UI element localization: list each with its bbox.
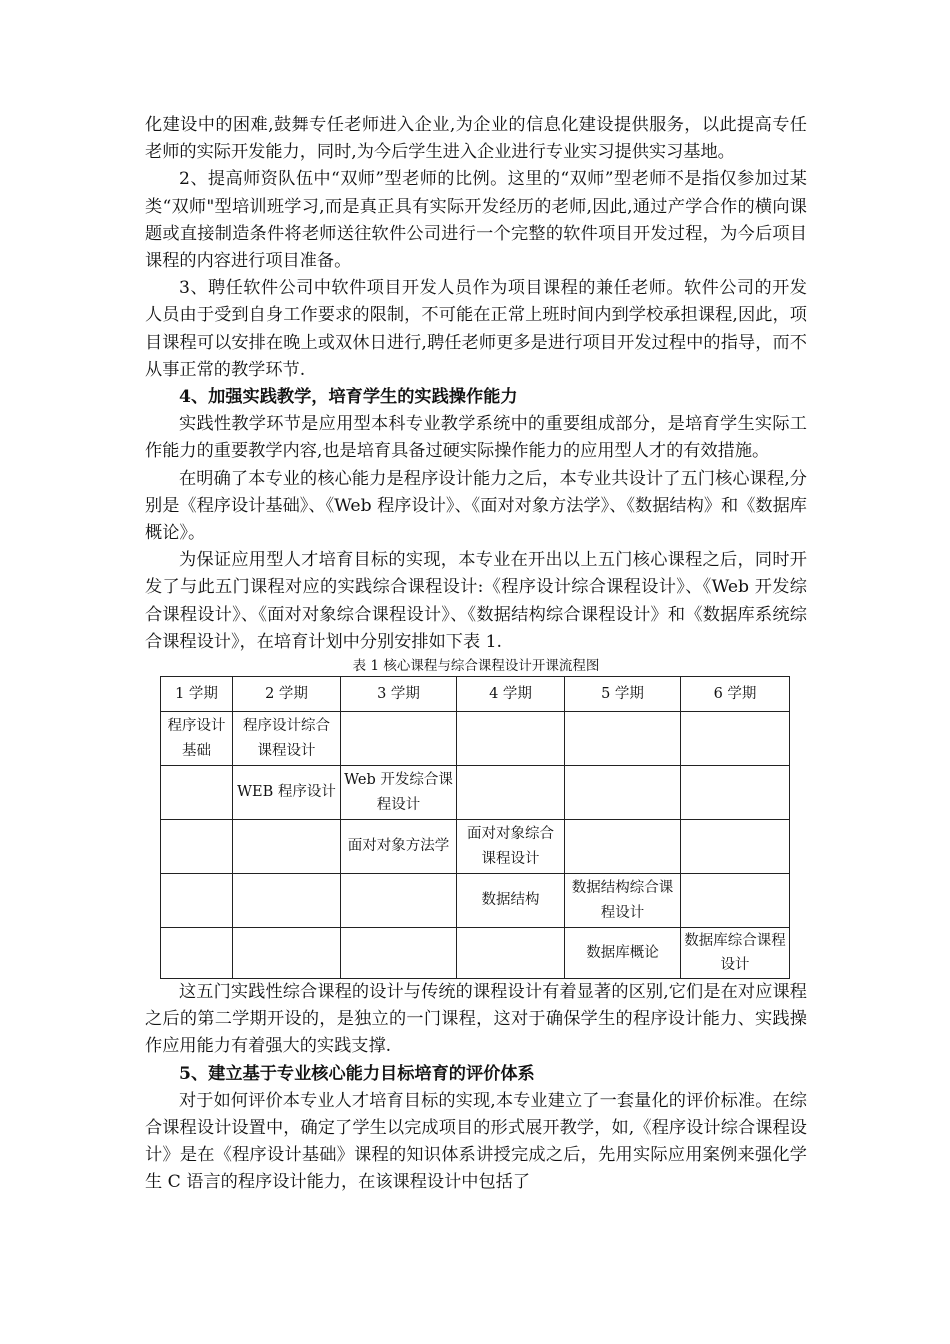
table-cell	[681, 712, 790, 766]
header-cell: 1 学期	[161, 677, 233, 712]
table-cell	[565, 712, 681, 766]
paragraph: 化建设中的困难,鼓舞专任老师进入企业,为企业的信息化建设提供服务，以此提高专任老师的实际开发能力，同时,为今后学生进入企业进行专业实习提供实习基地。	[145, 115, 807, 163]
table-cell	[341, 874, 457, 928]
header-cell: 5 学期	[565, 677, 681, 712]
header-cell: 3 学期	[341, 677, 457, 712]
table-cell	[681, 874, 790, 928]
paragraph: 对于如何评价本专业人才培育目标的实现,本专业建立了一套量化的评价标准。在综合课程设计设置中，确定了学生以完成项目的形式展开教学，如,《程序设计综合课程设计》是在《程序设计基础》课程的知识体系讲授完成之后，先用实际应用案例来强化学生 C 语言的程序设计能力，在该课程设计中包括了	[145, 1090, 807, 1193]
table-cell	[341, 928, 457, 979]
header-cell: 2 学期	[233, 677, 341, 712]
paragraph: 为保证应用型人才培育目标的实现，本专业在开出以上五门核心课程之后，同时开发了与此五门课程对应的实践综合课程设计:《程序设计综合课程设计》、《Web 开发综合课程设计》、《面对对象综合课程设计》、《数据结构综合课程设计》和《数据库系统综合课程设计》，在培育计划中分别安排如下表 1.	[145, 550, 807, 652]
course-schedule-table	[160, 676, 790, 979]
table-cell	[565, 820, 681, 874]
table-header-row	[161, 677, 790, 712]
document-page	[145, 112, 807, 1197]
table-cell: 数据结构	[457, 874, 565, 928]
table-cell: Web 开发综合课程设计	[341, 766, 457, 820]
table-cell: 数据库综合课程设计	[681, 928, 790, 979]
table-cell	[565, 766, 681, 820]
paragraph: 这五门实践性综合课程的设计与传统的课程设计有着显著的区别,它们是在对应课程之后的第二学期开设的，是独立的一门课程，这对于确保学生的程序设计能力、实践操作应用能力有着强大的实践支撑.	[145, 982, 807, 1057]
table-cell: 面对对象方法学	[341, 820, 457, 874]
table-cell: 程序设计综合课程设计	[233, 712, 341, 766]
table-cell: 程序设计基础	[161, 712, 233, 766]
table-cell	[233, 928, 341, 979]
table-cell: 数据结构综合课程设计	[565, 874, 681, 928]
paragraph: 在明确了本专业的核心能力是程序设计能力之后，本专业共设计了五门核心课程,分别是《程序设计基础》、《Web 程序设计》、《面对对象方法学》、《数据结构》和《数据库概论》。	[145, 468, 807, 544]
section-heading: 5、建立基于专业核心能力目标培育的评价体系	[179, 1063, 535, 1084]
table-caption: 表 1 核心课程与综合课程设计开课流程图	[352, 658, 600, 675]
header-cell: 4 学期	[457, 677, 565, 712]
table-cell: 数据库概论	[565, 928, 681, 979]
table-cell	[457, 766, 565, 820]
header-cell: 6 学期	[681, 677, 790, 712]
table-cell	[341, 712, 457, 766]
table-cell: 面对对象综合课程设计	[457, 820, 565, 874]
table-cell	[457, 928, 565, 979]
section-heading: 4、加强实践教学，培育学生的实践操作能力	[179, 387, 518, 408]
table-cell	[457, 712, 565, 766]
table-row	[161, 874, 790, 928]
table-cell	[233, 874, 341, 928]
table-cell	[233, 820, 341, 874]
table-cell	[161, 928, 233, 979]
table-cell	[161, 766, 233, 820]
paragraph: 2、提高师资队伍中“双师”型老师的比例。这里的“双师”型老师不是指仅参加过某类“双师"型培训班学习,而是真正具有实际开发经历的老师,因此,通过产学合作的横向课题或直接制造条件将老师送往软件公司进行一个完整的软件项目开发过程，为今后项目课程的内容进行项目准备。	[145, 169, 807, 272]
table-row	[161, 928, 790, 979]
table-cell	[681, 766, 790, 820]
table-row	[161, 766, 790, 820]
paragraph: 3、聘任软件公司中软件项目开发人员作为项目课程的兼任老师。软件公司的开发人员由于受到自身工作要求的限制，不可能在正常上班时间内到学校承担课程,因此，项目课程可以安排在晚上或双休日进行,聘任老师更多是进行项目开发过程中的指导，而不从事正常的教学环节.	[145, 278, 807, 380]
table-cell	[161, 820, 233, 874]
table-cell: WEB 程序设计	[233, 766, 341, 820]
table-cell	[681, 820, 790, 874]
table-row	[161, 820, 790, 874]
table-row	[161, 712, 790, 766]
table-cell	[161, 874, 233, 928]
paragraph: 实践性教学环节是应用型本科专业教学系统中的重要组成部分，是培育学生实际工作能力的重要教学内容,也是培育具备过硬实际操作能力的应用型人才的有效措施。	[145, 414, 807, 462]
